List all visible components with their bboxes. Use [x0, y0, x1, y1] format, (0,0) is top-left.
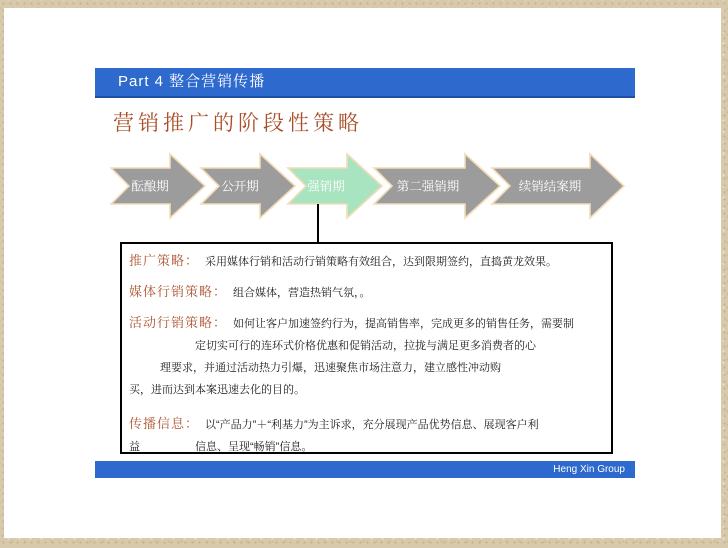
- header-title: Part 4 整合营销传播: [118, 73, 266, 90]
- footer-brand: Heng Xin Group: [553, 464, 625, 475]
- page-title: 营销推广的阶段性策略: [113, 112, 363, 135]
- section-text: 组合媒体，营造热销气氛，。: [233, 287, 371, 299]
- strategy-section-promotion: [129, 250, 603, 273]
- section-label: 推广策略：: [129, 253, 200, 268]
- stage-arrow-label: 强销期: [307, 179, 345, 194]
- connector-line: [317, 204, 319, 242]
- stage-arrow-label: 第二强销期: [396, 179, 460, 194]
- header-bar: [95, 68, 635, 98]
- strategy-section-media: [129, 281, 603, 304]
- section-text-continuation: 理要求，并通过活动热力引爆，迅速聚焦市场注意力，建立感性冲动购: [160, 362, 501, 374]
- slide: [4, 8, 721, 538]
- section-text: 采用媒体行销和活动行销策略有效组合，达到限期签约，直捣黄龙效果。: [205, 256, 558, 268]
- section-text-continuation: 定切实可行的连环式价格优惠和促销活动，拉拢与满足更多消费者的心: [195, 340, 536, 352]
- strategy-section-activity: [129, 312, 603, 335]
- section-text-continuation: 益 信息、呈现“畅销”信息。: [129, 441, 313, 453]
- stage-arrow-label: 续销结案期: [518, 179, 582, 194]
- stage-arrows-diagram: [110, 151, 625, 223]
- section-text: 如何让客户加速签约行为，提高销售率，完成更多的销售任务，需要制: [233, 318, 575, 330]
- stage-arrow-label: 酝酿期: [131, 179, 169, 194]
- stage-arrow-label: 公开期: [221, 179, 259, 194]
- section-text-continuation: 买，进而达到本案迅速去化的目的。: [129, 384, 305, 396]
- section-label: 活动行销策略：: [129, 315, 228, 330]
- footer-bar: [95, 461, 635, 478]
- section-label: 媒体行销策略：: [129, 284, 228, 299]
- section-text: 以“产品力”＋“利基力”为主诉求，充分展现产品优势信息、展现客户利: [205, 419, 539, 431]
- strategy-box: [120, 242, 613, 454]
- strategy-section-message: [129, 413, 603, 436]
- section-label: 传播信息：: [129, 416, 200, 431]
